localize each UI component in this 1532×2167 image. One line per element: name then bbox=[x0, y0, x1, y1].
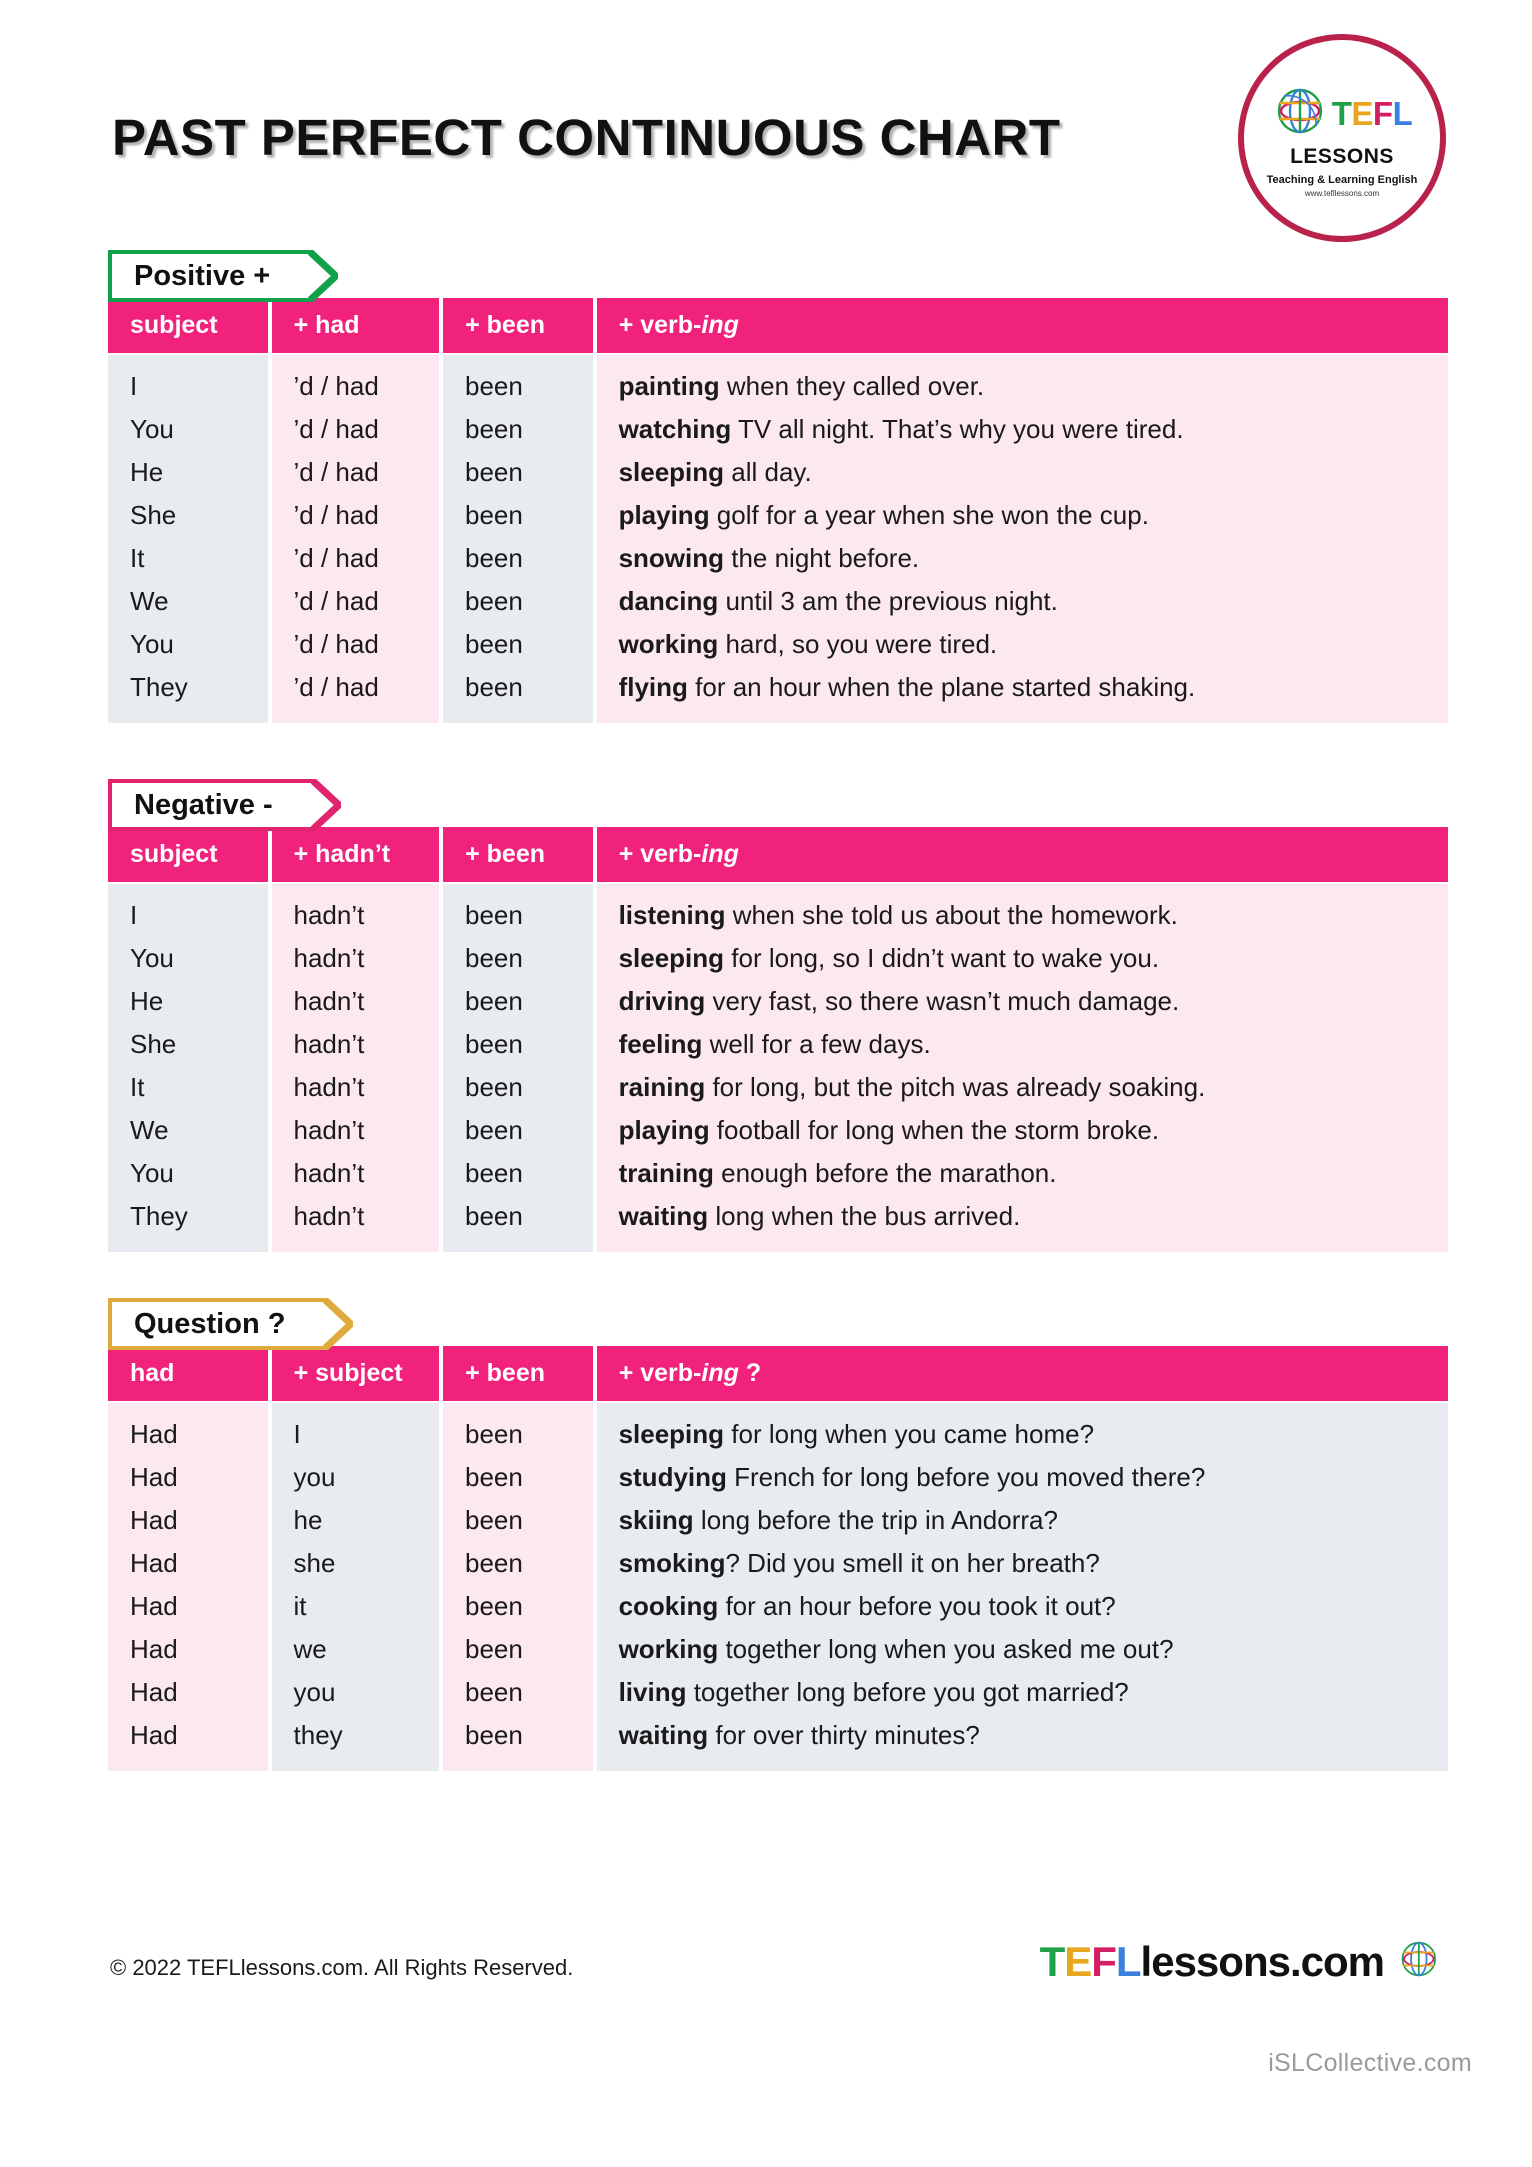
table-cell: You bbox=[130, 1158, 174, 1188]
table-cell: ’d / had bbox=[293, 543, 379, 573]
example-sentence-rest: long when the bus arrived. bbox=[708, 1201, 1021, 1231]
table-cell bbox=[597, 1499, 1448, 1542]
example-sentence-rest: well for a few days. bbox=[702, 1029, 931, 1059]
table-cell: been bbox=[465, 1677, 523, 1707]
example-sentence-rest: the night before. bbox=[724, 543, 920, 573]
table-cell bbox=[597, 666, 1448, 709]
table-cell: I bbox=[130, 371, 138, 401]
table-cell: hadn’t bbox=[293, 1158, 365, 1188]
column-header-label: subject bbox=[130, 840, 218, 868]
table-positive bbox=[108, 298, 1448, 723]
column-header-italic-suffix: ing bbox=[701, 840, 739, 868]
table-cell: hadn’t bbox=[293, 900, 365, 930]
table-cell bbox=[597, 408, 1448, 451]
section-flag-negative bbox=[108, 779, 315, 831]
verb-ing-word: driving bbox=[618, 986, 706, 1016]
footer-letter-f: F bbox=[1091, 1937, 1116, 1985]
footer-wordmark bbox=[1039, 1937, 1384, 1985]
verb-ing-word: watching bbox=[618, 414, 732, 444]
verb-ing-word: dancing bbox=[618, 586, 719, 616]
table-cell: been bbox=[465, 371, 523, 401]
section-negative bbox=[0, 779, 1532, 1252]
logo-url: www.tefllessons.com bbox=[1304, 189, 1380, 198]
table-cell: been bbox=[465, 457, 523, 487]
verb-ing-word: smoking bbox=[618, 1548, 726, 1578]
column-been bbox=[443, 355, 593, 723]
example-sentence-rest: all day. bbox=[724, 457, 812, 487]
verb-ing-word: listening bbox=[618, 900, 726, 930]
verb-ing-word: feeling bbox=[618, 1029, 703, 1059]
table-cell bbox=[597, 1066, 1448, 1109]
flag-tip-icon bbox=[308, 250, 338, 302]
table-cell: she bbox=[293, 1548, 336, 1578]
example-sentence-rest: together long before you got married? bbox=[686, 1677, 1129, 1707]
logo-letter-e: E bbox=[1351, 95, 1373, 132]
table-cell: been bbox=[465, 1505, 523, 1535]
column-header-label: + been bbox=[465, 1359, 545, 1387]
example-sentence-rest: until 3 am the previous night. bbox=[718, 586, 1058, 616]
example-sentence-rest: French for long before you moved there? bbox=[726, 1462, 1206, 1492]
verb-ing-word: playing bbox=[618, 500, 710, 530]
table-cell: hadn’t bbox=[293, 1201, 365, 1231]
table-body bbox=[108, 884, 1448, 1252]
column-header-subject bbox=[108, 827, 268, 882]
table-question bbox=[108, 1346, 1448, 1771]
verb-ing-word: sleeping bbox=[618, 457, 725, 487]
column-header-label: had bbox=[130, 1359, 175, 1387]
column-header-italic-suffix: ing bbox=[701, 311, 739, 339]
table-cell: ’d / had bbox=[293, 457, 379, 487]
example-sentence-rest: ? Did you smell it on her breath? bbox=[725, 1548, 1100, 1578]
table-cell: hadn’t bbox=[293, 1115, 365, 1145]
example-sentence-rest: for long when you came home? bbox=[724, 1419, 1095, 1449]
footer-globe-icon bbox=[1396, 1937, 1440, 1986]
column-header-trailing: ? bbox=[738, 1359, 762, 1387]
verb-ing-word: working bbox=[618, 629, 719, 659]
flag-tip-icon bbox=[311, 779, 341, 831]
table-cell: You bbox=[130, 943, 174, 973]
table-cell bbox=[597, 451, 1448, 494]
table-body bbox=[108, 1403, 1448, 1771]
table-cell bbox=[597, 580, 1448, 623]
footer-tefl-logo bbox=[1040, 1937, 1440, 1986]
column-header-been bbox=[443, 827, 593, 882]
verb-ing-word: training bbox=[618, 1158, 714, 1188]
table-cell: hadn’t bbox=[293, 986, 365, 1016]
table-cell: Had bbox=[130, 1720, 178, 1750]
logo-tagline: Teaching & Learning English bbox=[1266, 174, 1418, 186]
table-cell: She bbox=[130, 500, 177, 530]
logo-letter-f: F bbox=[1372, 95, 1393, 132]
column-header-verb-ing bbox=[597, 1346, 1448, 1401]
column-verb-ing bbox=[597, 1403, 1448, 1771]
column-header-label: + hadn’t bbox=[293, 840, 391, 868]
table-cell bbox=[597, 1152, 1448, 1195]
table-cell: Had bbox=[130, 1634, 178, 1664]
column-subject bbox=[272, 1403, 440, 1771]
table-cell bbox=[597, 894, 1448, 937]
column-subject bbox=[108, 355, 268, 723]
table-cell bbox=[597, 365, 1448, 408]
section-spacer bbox=[0, 1252, 1532, 1298]
verb-ing-word: painting bbox=[618, 371, 720, 401]
table-cell: I bbox=[130, 900, 138, 930]
table-cell: hadn’t bbox=[293, 1029, 365, 1059]
example-sentence-rest: when they called over. bbox=[719, 371, 985, 401]
verb-ing-word: working bbox=[618, 1634, 719, 1664]
table-cell: it bbox=[293, 1591, 307, 1621]
table-cell: ’d / had bbox=[293, 629, 379, 659]
column-verb-ing bbox=[597, 355, 1448, 723]
example-sentence-rest: for over thirty minutes? bbox=[708, 1720, 980, 1750]
table-negative bbox=[108, 827, 1448, 1252]
section-flag-label: Positive + bbox=[134, 260, 271, 292]
table-cell: been bbox=[465, 986, 523, 1016]
column-verb-ing bbox=[597, 884, 1448, 1252]
table-cell: We bbox=[130, 586, 169, 616]
flag-tip-icon bbox=[323, 1298, 353, 1350]
example-sentence-rest: hard, so you were tired. bbox=[718, 629, 998, 659]
page-title: PAST PERFECT CONTINUOUS CHART bbox=[112, 109, 1061, 166]
table-cell: been bbox=[465, 586, 523, 616]
page-footer bbox=[0, 1937, 1532, 2167]
footer-domain-text: lessons.com bbox=[1140, 1937, 1384, 1985]
table-cell: been bbox=[465, 629, 523, 659]
table-cell bbox=[597, 980, 1448, 1023]
example-sentence-rest: TV all night. That’s why you were tired. bbox=[731, 414, 1184, 444]
table-cell: you bbox=[293, 1462, 336, 1492]
table-cell bbox=[597, 1628, 1448, 1671]
example-sentence-rest: for an hour before you took it out? bbox=[718, 1591, 1116, 1621]
column-had bbox=[272, 355, 440, 723]
table-cell: been bbox=[465, 1072, 523, 1102]
table-cell: been bbox=[465, 1419, 523, 1449]
table-cell: Had bbox=[130, 1419, 178, 1449]
table-cell: He bbox=[130, 986, 164, 1016]
example-sentence-rest: football for long when the storm broke. bbox=[709, 1115, 1160, 1145]
example-sentence-rest: for an hour when the plane started shaking. bbox=[687, 672, 1196, 702]
verb-ing-word: studying bbox=[618, 1462, 727, 1492]
column-header-label: + subject bbox=[293, 1359, 403, 1387]
column-been bbox=[443, 884, 593, 1252]
table-cell: They bbox=[130, 672, 188, 702]
table-cell: been bbox=[465, 900, 523, 930]
verb-ing-word: waiting bbox=[618, 1720, 709, 1750]
footer-letter-t: T bbox=[1039, 1937, 1065, 1985]
column-header-label: + verb- bbox=[618, 1359, 702, 1387]
column-header-subject bbox=[108, 298, 268, 353]
table-cell: hadn’t bbox=[293, 1072, 365, 1102]
example-sentence-rest: enough before the marathon. bbox=[713, 1158, 1057, 1188]
column-header-label: + verb- bbox=[618, 311, 702, 339]
logo-lessons-text: LESSONS bbox=[1290, 145, 1394, 168]
table-cell: Had bbox=[130, 1462, 178, 1492]
example-sentence-rest: very fast, so there wasn’t much damage. bbox=[705, 986, 1180, 1016]
page-header bbox=[0, 0, 1532, 250]
table-cell: Had bbox=[130, 1548, 178, 1578]
table-body bbox=[108, 355, 1448, 723]
table-header-row bbox=[108, 298, 1448, 353]
column-header-label: + verb- bbox=[618, 840, 702, 868]
table-cell: Had bbox=[130, 1677, 178, 1707]
table-header-row bbox=[108, 1346, 1448, 1401]
islcollective-watermark: iSLCollective.com bbox=[1268, 2049, 1472, 2077]
table-cell: It bbox=[130, 1072, 145, 1102]
section-spacer bbox=[0, 723, 1532, 779]
table-cell bbox=[597, 1023, 1448, 1066]
table-cell: been bbox=[465, 943, 523, 973]
table-cell bbox=[597, 1413, 1448, 1456]
table-cell: ’d / had bbox=[293, 500, 379, 530]
tefl-lessons-logo bbox=[1238, 34, 1446, 242]
column-header-had bbox=[108, 1346, 268, 1401]
verb-ing-word: sleeping bbox=[618, 943, 725, 973]
table-cell bbox=[597, 1542, 1448, 1585]
column-header-italic-suffix: ing bbox=[701, 1359, 739, 1387]
table-cell bbox=[597, 1456, 1448, 1499]
example-sentence-rest: together long when you asked me out? bbox=[718, 1634, 1174, 1664]
section-question bbox=[0, 1298, 1532, 1771]
table-cell bbox=[597, 623, 1448, 666]
table-cell: ’d / had bbox=[293, 414, 379, 444]
verb-ing-word: snowing bbox=[618, 543, 724, 573]
footer-letter-l: L bbox=[1115, 1937, 1141, 1985]
example-sentence-rest: for long, so I didn’t want to wake you. bbox=[724, 943, 1160, 973]
table-cell: ’d / had bbox=[293, 586, 379, 616]
verb-ing-word: waiting bbox=[618, 1201, 709, 1231]
column-subject bbox=[108, 884, 268, 1252]
table-header-row bbox=[108, 827, 1448, 882]
globe-icon bbox=[1272, 84, 1326, 143]
table-cell: he bbox=[293, 1505, 323, 1535]
table-cell: been bbox=[465, 1029, 523, 1059]
logo-primary-row bbox=[1272, 84, 1413, 143]
table-cell bbox=[597, 937, 1448, 980]
column-header-verb-ing bbox=[597, 298, 1448, 353]
table-cell: been bbox=[465, 1115, 523, 1145]
table-cell bbox=[597, 1109, 1448, 1152]
section-flag-label: Negative - bbox=[134, 789, 273, 821]
column-header-label: + been bbox=[465, 311, 545, 339]
table-cell: ’d / had bbox=[293, 371, 379, 401]
table-cell bbox=[597, 1195, 1448, 1238]
logo-tefl-wordmark bbox=[1332, 97, 1413, 130]
table-cell: been bbox=[465, 1201, 523, 1231]
table-cell: Had bbox=[130, 1505, 178, 1535]
column-header-label: + had bbox=[293, 311, 360, 339]
table-cell: ’d / had bbox=[293, 672, 379, 702]
table-cell: They bbox=[130, 1201, 188, 1231]
table-cell: been bbox=[465, 1634, 523, 1664]
verb-ing-word: raining bbox=[618, 1072, 706, 1102]
table-cell: She bbox=[130, 1029, 177, 1059]
example-sentence-rest: golf for a year when she won the cup. bbox=[709, 500, 1149, 530]
table-cell: you bbox=[293, 1677, 336, 1707]
table-cell bbox=[597, 1714, 1448, 1757]
verb-ing-word: cooking bbox=[618, 1591, 719, 1621]
column-header-label: + been bbox=[465, 840, 545, 868]
logo-letter-t: T bbox=[1331, 95, 1352, 132]
copyright-text: © 2022 TEFLlessons.com. All Rights Reserved. bbox=[110, 1955, 574, 1980]
example-sentence-rest: when she told us about the homework. bbox=[725, 900, 1178, 930]
table-cell: It bbox=[130, 543, 145, 573]
verb-ing-word: playing bbox=[618, 1115, 710, 1145]
verb-ing-word: sleeping bbox=[618, 1419, 725, 1449]
column-had bbox=[108, 1403, 268, 1771]
column-header-been bbox=[443, 1346, 593, 1401]
table-cell bbox=[597, 494, 1448, 537]
table-cell bbox=[597, 1671, 1448, 1714]
column-header-hadnt bbox=[272, 827, 440, 882]
table-cell: been bbox=[465, 500, 523, 530]
column-been bbox=[443, 1403, 593, 1771]
example-sentence-rest: long before the trip in Andorra? bbox=[693, 1505, 1058, 1535]
table-cell: He bbox=[130, 457, 164, 487]
footer-letter-e: E bbox=[1064, 1937, 1092, 1985]
section-flag-positive bbox=[108, 250, 312, 302]
table-cell: been bbox=[465, 543, 523, 573]
column-header-label: subject bbox=[130, 311, 218, 339]
verb-ing-word: skiing bbox=[618, 1505, 694, 1535]
column-header-subject bbox=[272, 1346, 440, 1401]
table-cell: been bbox=[465, 1720, 523, 1750]
table-cell: We bbox=[130, 1115, 169, 1145]
section-flag-question bbox=[108, 1298, 327, 1350]
table-cell: been bbox=[465, 1158, 523, 1188]
table-cell: been bbox=[465, 414, 523, 444]
table-cell: I bbox=[293, 1419, 301, 1449]
example-sentence-rest: for long, but the pitch was already soaking. bbox=[705, 1072, 1206, 1102]
section-flag-label: Question ? bbox=[134, 1308, 286, 1340]
verb-ing-word: flying bbox=[618, 672, 688, 702]
table-cell: been bbox=[465, 672, 523, 702]
verb-ing-word: living bbox=[618, 1677, 687, 1707]
table-cell: Had bbox=[130, 1591, 178, 1621]
logo-letter-l: L bbox=[1392, 95, 1413, 132]
table-cell: hadn’t bbox=[293, 943, 365, 973]
table-cell bbox=[597, 1585, 1448, 1628]
column-header-had bbox=[272, 298, 440, 353]
column-header-been bbox=[443, 298, 593, 353]
table-cell: been bbox=[465, 1462, 523, 1492]
table-cell: You bbox=[130, 414, 174, 444]
section-positive bbox=[0, 250, 1532, 723]
column-header-verb-ing bbox=[597, 827, 1448, 882]
table-cell: we bbox=[293, 1634, 327, 1664]
table-cell: You bbox=[130, 629, 174, 659]
table-cell: been bbox=[465, 1591, 523, 1621]
table-cell: been bbox=[465, 1548, 523, 1578]
table-cell bbox=[597, 537, 1448, 580]
column-hadnt bbox=[272, 884, 440, 1252]
table-cell: they bbox=[293, 1720, 343, 1750]
